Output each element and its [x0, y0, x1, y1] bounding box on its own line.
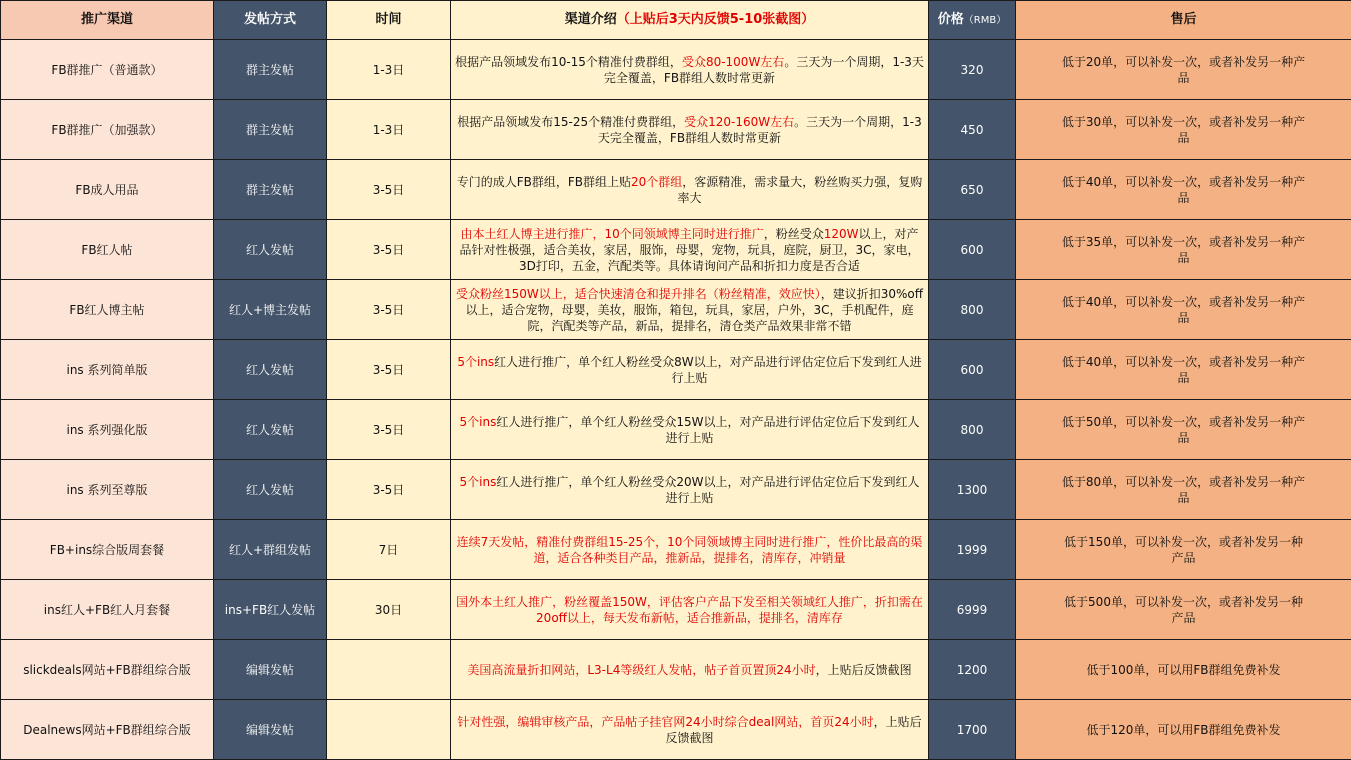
- table-row: [1, 340, 1351, 400]
- table-row: [1, 280, 1351, 340]
- cell-price: 600: [929, 220, 1016, 280]
- cell-channel: ins 系列简单版: [1, 340, 214, 400]
- cell-after-sales: [1016, 520, 1351, 580]
- intro-text: [455, 474, 924, 506]
- intro-text: [455, 534, 924, 566]
- intro-segment: 专门的成人FB群组，FB群组上贴: [457, 175, 631, 189]
- table-row: [1, 580, 1351, 640]
- intro-segment: ，建议折扣30%off以上，适合宠物，母婴，美妆，服饰，箱包，玩具，家居，户外，3C，手机配件，庭院，汽配类等产品，新品，提排名，清仓类产品效果非常不错: [465, 287, 923, 333]
- cell-after-sales: [1016, 340, 1351, 400]
- table-row: [1, 100, 1351, 160]
- header-price: [929, 1, 1016, 40]
- cell-method: 编辑发帖: [214, 640, 327, 700]
- intro-segment: 红人进行推广，单个红人粉丝受众8W以上，对产品进行评估定位后下发到红人进行上贴: [494, 355, 922, 385]
- cell-price: 800: [929, 400, 1016, 460]
- header-channel: 推广渠道: [1, 1, 214, 40]
- cell-channel: slickdeals网站+FB群组综合版: [1, 640, 214, 700]
- after-sales-text: 低于500单，可以补发一次，或者补发另一种产品: [1059, 594, 1309, 626]
- cell-channel: FB红人博主帖: [1, 280, 214, 340]
- intro-text: [467, 662, 911, 678]
- cell-after-sales: [1016, 580, 1351, 640]
- intro-segment: 以上，对产品针对性极强，适合美妆，家居，服饰，母婴，宠物，玩具，庭院，厨卫，3C，家电，3D打印，五金，汽配类等。具体请询问产品和折扣力度是否合适: [459, 227, 919, 273]
- cell-method: 红人+群组发帖: [214, 520, 327, 580]
- intro-highlight: 5个ins: [457, 355, 494, 369]
- table-row: [1, 400, 1351, 460]
- cell-time: 3-5日: [327, 160, 451, 220]
- cell-channel: ins 系列至尊版: [1, 460, 214, 520]
- cell-channel: FB+ins综合版周套餐: [1, 520, 214, 580]
- cell-time: 7日: [327, 520, 451, 580]
- cell-after-sales: [1016, 220, 1351, 280]
- cell-time: 3-5日: [327, 340, 451, 400]
- header-row: [1, 1, 1351, 40]
- intro-segment: 红人进行推广，单个红人粉丝受众15W以上，对产品进行评估定位后下发到红人进行上贴: [496, 415, 919, 445]
- intro-text: [455, 594, 924, 626]
- intro-text: [455, 414, 924, 446]
- intro-highlight: 国外本土红人推广，粉丝覆盖150W，评估客户产品下发至相关领域红人推广，折扣需在20off以上，每天发布新帖，适合推新品，提排名，清库存: [456, 595, 923, 625]
- cell-intro: [451, 100, 929, 160]
- table-row: [1, 700, 1351, 760]
- cell-channel: FB红人帖: [1, 220, 214, 280]
- cell-after-sales: [1016, 400, 1351, 460]
- cell-time: 30日: [327, 580, 451, 640]
- cell-intro: [451, 520, 929, 580]
- intro-highlight: 受众120-160W左右: [684, 115, 794, 129]
- cell-price: 320: [929, 40, 1016, 100]
- after-sales-text: 低于30单，可以补发一次，或者补发另一种产品: [1059, 114, 1309, 146]
- cell-method: 群主发帖: [214, 40, 327, 100]
- header-after-sales: 售后: [1016, 1, 1351, 40]
- table-body: [1, 40, 1351, 760]
- cell-price: 450: [929, 100, 1016, 160]
- cell-price: 1200: [929, 640, 1016, 700]
- cell-intro: [451, 160, 929, 220]
- header-time: 时间: [327, 1, 451, 40]
- intro-highlight: 120W: [824, 227, 859, 241]
- cell-channel: FB群推广（普通款）: [1, 40, 214, 100]
- after-sales-text: 低于150单，可以补发一次，或者补发另一种产品: [1059, 534, 1309, 566]
- cell-channel: FB群推广（加强款）: [1, 100, 214, 160]
- cell-time: 1-3日: [327, 40, 451, 100]
- header-intro-hint: （上贴后3天内反馈5-10张截图）: [617, 12, 815, 27]
- intro-segment: 。三天为一个周期，1-3天完全覆盖，FB群组人数时常更新: [604, 55, 924, 85]
- intro-text: [455, 354, 924, 386]
- table-row: [1, 640, 1351, 700]
- header-price-unit: （RMB）: [964, 15, 1006, 26]
- cell-price: 600: [929, 340, 1016, 400]
- intro-highlight: 20个群组: [631, 175, 682, 189]
- header-intro: [451, 1, 929, 40]
- intro-text: [455, 286, 924, 334]
- intro-segment: 根据产品领域发布15-25个精准付费群组，: [457, 115, 684, 129]
- table-row: [1, 160, 1351, 220]
- cell-method: 群主发帖: [214, 160, 327, 220]
- cell-channel: FB成人用品: [1, 160, 214, 220]
- cell-intro: [451, 700, 929, 760]
- cell-after-sales: [1016, 700, 1351, 760]
- intro-segment: ，上贴后反馈截图: [816, 663, 912, 677]
- cell-method: ins+FB红人发帖: [214, 580, 327, 640]
- cell-time: 3-5日: [327, 280, 451, 340]
- cell-price: 650: [929, 160, 1016, 220]
- cell-intro: [451, 340, 929, 400]
- cell-time: 3-5日: [327, 460, 451, 520]
- cell-method: 红人+博主发帖: [214, 280, 327, 340]
- after-sales-text: 低于120单，可以用FB群组免费补发: [1086, 722, 1280, 738]
- cell-intro: [451, 580, 929, 640]
- intro-text: [455, 226, 924, 274]
- after-sales-text: 低于20单，可以补发一次，或者补发另一种产品: [1059, 54, 1309, 86]
- cell-intro: [451, 280, 929, 340]
- cell-intro: [451, 640, 929, 700]
- after-sales-text: 低于100单，可以用FB群组免费补发: [1086, 662, 1280, 678]
- intro-highlight: 受众粉丝150W以上，适合快速清仓和提升排名（粉丝精准，效应快）: [456, 287, 821, 301]
- cell-method: 红人发帖: [214, 400, 327, 460]
- cell-intro: [451, 220, 929, 280]
- cell-time: 1-3日: [327, 100, 451, 160]
- cell-channel: ins红人+FB红人月套餐: [1, 580, 214, 640]
- after-sales-text: 低于80单，可以补发一次，或者补发另一种产品: [1059, 474, 1309, 506]
- intro-segment: ，客源精准，需求量大，粉丝购买力强，复购率大: [677, 175, 922, 205]
- intro-text: [455, 714, 924, 746]
- after-sales-text: 低于40单，可以补发一次，或者补发另一种产品: [1059, 294, 1309, 326]
- cell-intro: [451, 460, 929, 520]
- cell-after-sales: [1016, 100, 1351, 160]
- cell-method: 编辑发帖: [214, 700, 327, 760]
- intro-segment: 。三天为一个周期，1-3天完全覆盖，FB群组人数时常更新: [598, 115, 922, 145]
- after-sales-text: 低于40单，可以补发一次，或者补发另一种产品: [1059, 354, 1309, 386]
- cell-time: [327, 700, 451, 760]
- cell-method: 红人发帖: [214, 220, 327, 280]
- intro-highlight: 针对性强，编辑审核产品，产品帖子挂官网24小时综合deal网站，首页24小时: [457, 715, 873, 729]
- intro-text: [455, 54, 924, 86]
- cell-price: 800: [929, 280, 1016, 340]
- cell-price: 1999: [929, 520, 1016, 580]
- intro-highlight: 5个ins: [460, 415, 497, 429]
- after-sales-text: 低于40单，可以补发一次，或者补发另一种产品: [1059, 174, 1309, 206]
- cell-channel: ins 系列强化版: [1, 400, 214, 460]
- cell-time: [327, 640, 451, 700]
- cell-time: 3-5日: [327, 220, 451, 280]
- intro-text: [455, 174, 924, 206]
- intro-segment: ，上贴后反馈截图: [665, 715, 921, 745]
- after-sales-text: 低于35单，可以补发一次，或者补发另一种产品: [1059, 234, 1309, 266]
- table-row: [1, 220, 1351, 280]
- intro-segment: 红人进行推广，单个红人粉丝受众20W以上，对产品进行评估定位后下发到红人进行上贴: [496, 475, 919, 505]
- cell-time: 3-5日: [327, 400, 451, 460]
- cell-method: 红人发帖: [214, 460, 327, 520]
- table-row: [1, 520, 1351, 580]
- cell-after-sales: [1016, 160, 1351, 220]
- intro-text: [455, 114, 924, 146]
- cell-method: 群主发帖: [214, 100, 327, 160]
- cell-method: 红人发帖: [214, 340, 327, 400]
- intro-highlight: 5个ins: [460, 475, 497, 489]
- cell-after-sales: [1016, 280, 1351, 340]
- cell-price: 1700: [929, 700, 1016, 760]
- cell-after-sales: [1016, 640, 1351, 700]
- intro-segment: 根据产品领域发布10-15个精准付费群组，: [455, 55, 682, 69]
- header-price-label: 价格: [938, 12, 964, 27]
- header-intro-label: 渠道介绍: [565, 12, 617, 27]
- cell-intro: [451, 40, 929, 100]
- cell-channel: Dealnews网站+FB群组综合版: [1, 700, 214, 760]
- intro-highlight: 连续7天发帖，精准付费群组15-25个，10个同领域博主同时进行推广，性价比最高的渠道，适合各种类目产品，推新品，提排名，清库存，冲销量: [457, 535, 923, 565]
- cell-after-sales: [1016, 40, 1351, 100]
- intro-highlight: 美国高流量折扣网站，L3-L4等级红人发帖，帖子首页置顶24小时: [467, 663, 815, 677]
- cell-intro: [451, 400, 929, 460]
- intro-segment: ，粉丝受众: [764, 227, 824, 241]
- cell-after-sales: [1016, 460, 1351, 520]
- header-method: 发帖方式: [214, 1, 327, 40]
- cell-price: 1300: [929, 460, 1016, 520]
- cell-price: 6999: [929, 580, 1016, 640]
- table-row: [1, 40, 1351, 100]
- intro-highlight: 由本土红人博主进行推广，10个同领域博主同时进行推广: [460, 227, 763, 241]
- after-sales-text: 低于50单，可以补发一次，或者补发另一种产品: [1059, 414, 1309, 446]
- table-row: [1, 460, 1351, 520]
- intro-highlight: 受众80-100W左右: [682, 55, 784, 69]
